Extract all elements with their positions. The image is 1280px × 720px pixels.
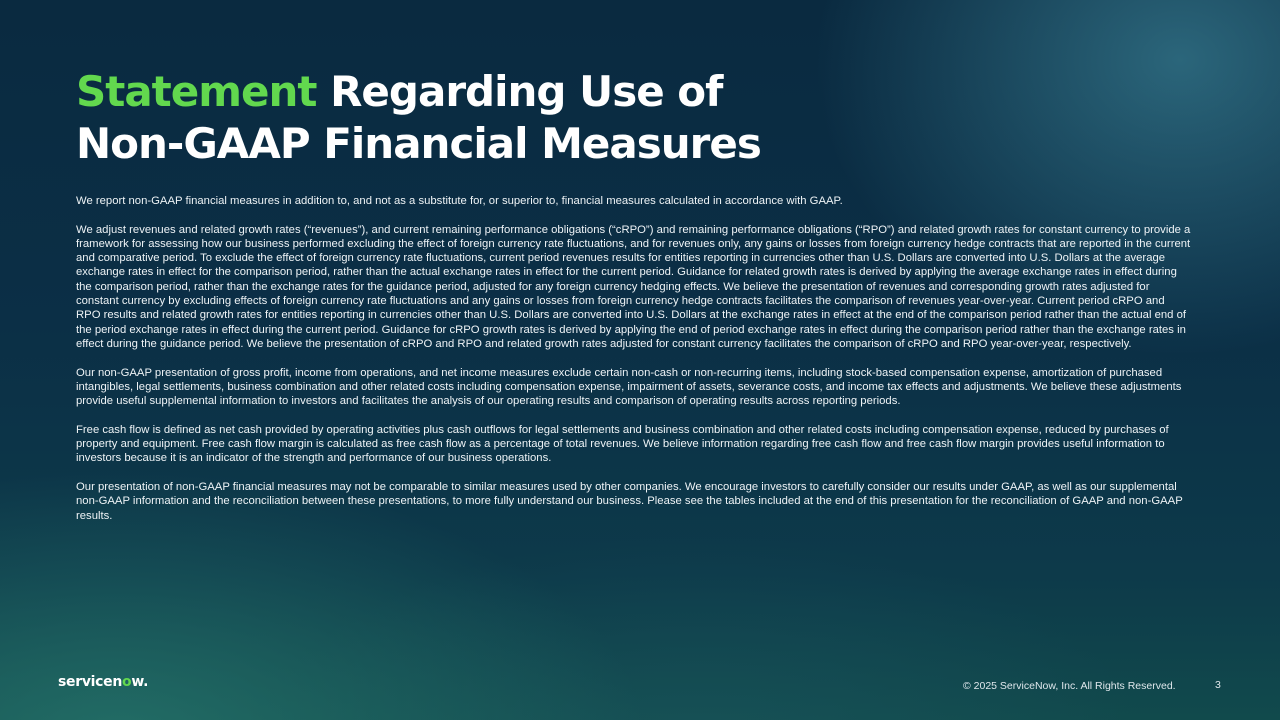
paragraph-intro: We report non-GAAP financial measures in addition to, and not as a substitute for, or superior to, financial measures calculated in accordance with GAAP. [76, 195, 843, 207]
servicenow-logo: servicenow. [58, 674, 149, 690]
statement-body [76, 194, 1192, 537]
title-accent-word: Statement [76, 67, 317, 116]
paragraph-constant-currency: We adjust revenues and related growth rates (“revenues”), and current remaining performance obligations (“cRPO”) and remaining performance obligations (“RPO”) and related growth rates for constant currency to provide a framework for assessing how our business performed excluding the effect of foreign currency rate fluctuations, and for revenues only, any gains or losses from foreign currency hedge contracts that are reported in the current and comparative period. To exclude the effect of foreign currency rate fluctuations, current period revenues results for entities reporting in currencies other than U.S. Dollars are converted into U.S. Dollars at the average exchange rates in effect for the comparison period, rather than the actual exchange rates in effect for the current period. Guidance for related growth rates is derived by applying the average exchange rates in effect during the comparison period, rather than the exchange rates for the guidance period, adjusted for any foreign currency hedging effects. We believe the presentation of revenues and corresponding growth rates adjusted for constant currency by excluding effects of foreign currency rate fluctuations and any gains or losses from foreign currency hedge contracts facilitates the comparison of revenues year-over-year. Current period cRPO and RPO results and related growth rates for entities reporting in currencies other than U.S. Dollars are converted into U.S. Dollars at the exchange rates in effect at the end of the comparison period rather than the actual end of the period exchange rates in effect during the current period. Guidance for cRPO growth rates is derived by applying the end of period exchange rates in effect during the comparison period rather than the exchange rates in effect during the guidance period. We believe the presentation of cRPO and RPO and related growth rates adjusted for constant currency facilitates the comparison of cRPO and RPO year-over-year, respectively. [76, 223, 1191, 350]
paragraph-free-cash-flow: Free cash flow is defined as net cash provided by operating activities plus cash outflows for legal settlements and business combination and other related costs including compensation expense, reduced by purchases of property and equipment. Free cash flow margin is calculated as free cash flow as a percentage of total revenues. We believe information regarding free cash flow and free cash flow margin provides useful information to investors because it is an indicator of the strength and performance of our business operations. [76, 423, 1169, 465]
paragraph-non-gaap-adjustments: Our non-GAAP presentation of gross profit, income from operations, and net income measures exclude certain non-cash or non-recurring items, including stock-based compensation expense, amortization of purchased intangibles, legal settlements, business combination and other related costs including compensation expense, impairment of assets, severance costs, and income tax effects and adjustments. We believe these adjustments provide useful supplemental information to investors and facilitates the analysis of our operating results and comparison of operating results across reporting periods. [76, 366, 1182, 408]
title-line2: Non-GAAP Financial Measures [76, 119, 761, 168]
page-number: 3 [1215, 679, 1221, 691]
copyright-notice: © 2025 ServiceNow, Inc. All Rights Reserved. [963, 680, 1176, 692]
paragraph-comparability: Our presentation of non-GAAP financial measures may not be comparable to similar measures used by other companies. We encourage investors to carefully consider our results under GAAP, as well as our supplemental non-GAAP information and the reconciliation between these presentations, to more fully understand our business. Please see the tables included at the end of this presentation for the reconciliation of GAAP and non-GAAP results. [76, 480, 1183, 522]
slide-title [76, 66, 761, 170]
title-line1-rest: Regarding Use of [316, 67, 723, 116]
